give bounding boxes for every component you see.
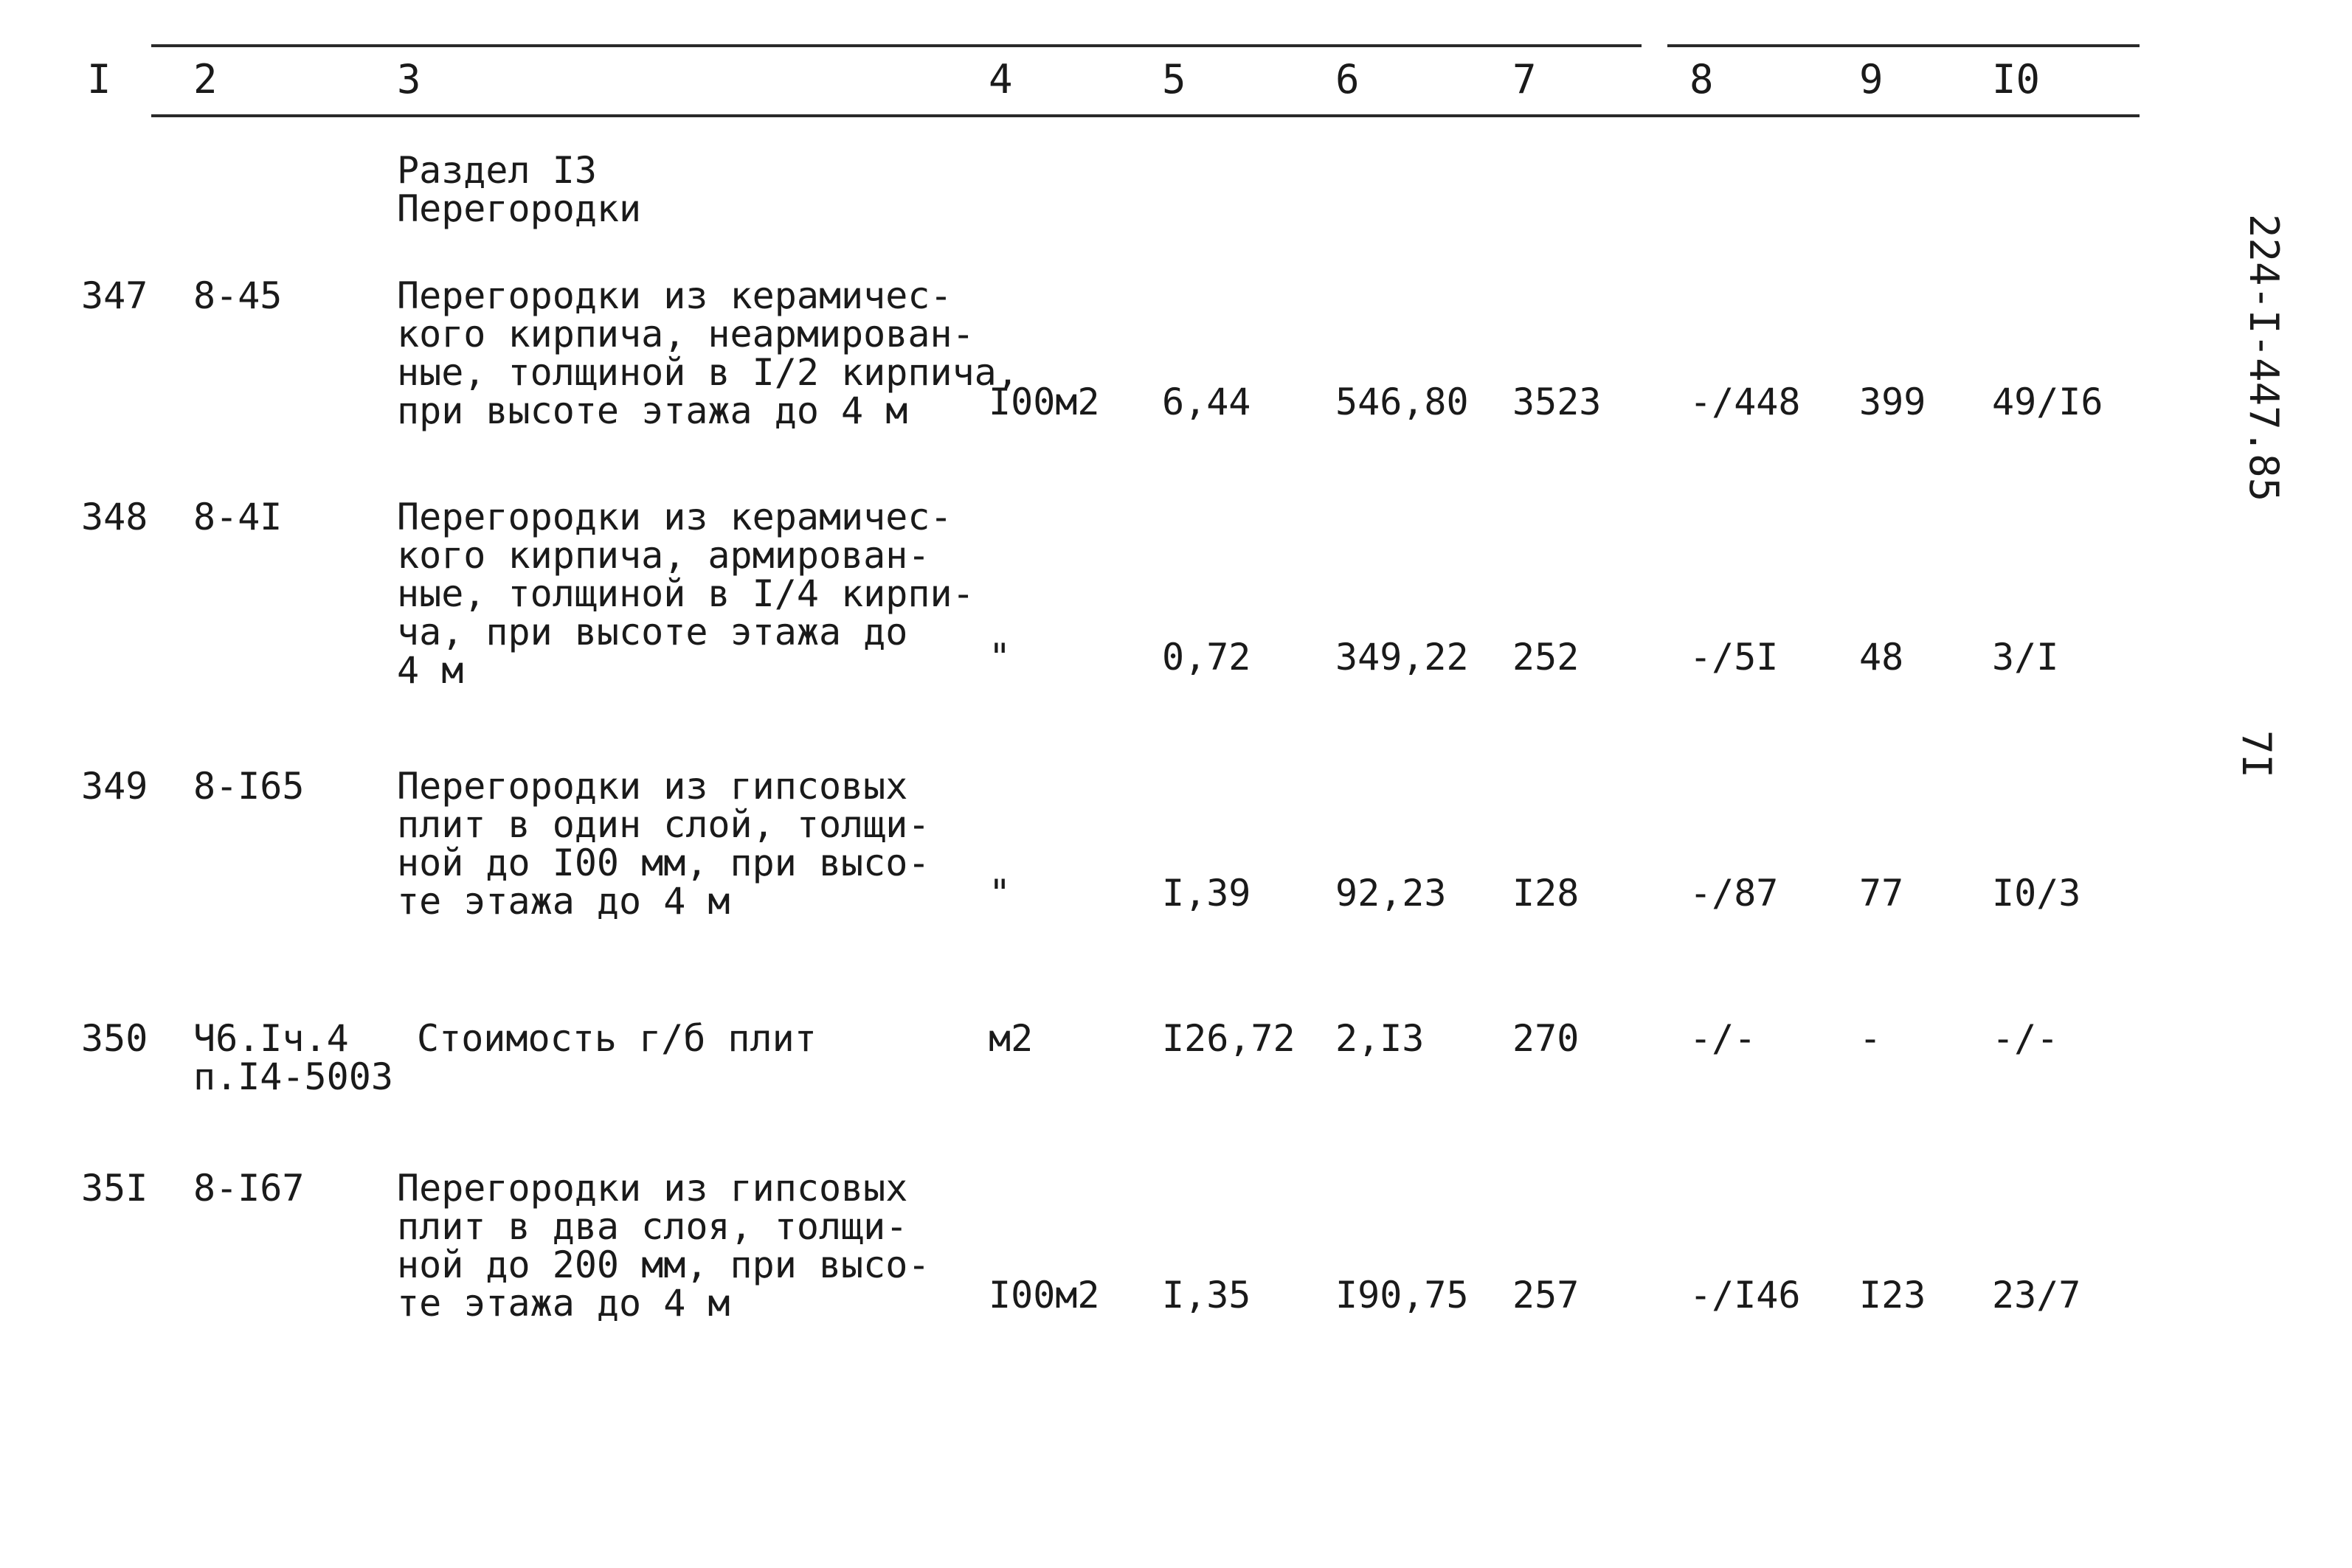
header-top-rule-right <box>1667 44 2140 47</box>
row-col-9: 48 <box>1859 636 1904 679</box>
header-top-rule <box>151 44 1642 47</box>
row-code: Ч6.Iч.4 п.I4-5003 <box>193 1017 393 1098</box>
column-header-8: 8 <box>1689 56 1714 103</box>
row-col-8: -/I46 <box>1689 1274 1801 1317</box>
column-header-3: 3 <box>397 56 421 103</box>
row-col-8: -/448 <box>1689 381 1801 423</box>
row-code: 8-4I <box>193 496 283 538</box>
column-header-9: 9 <box>1859 56 1884 103</box>
row-col-10: 3/I <box>1992 636 2059 679</box>
row-code: 8-I65 <box>193 765 305 808</box>
row-col-9: 77 <box>1859 872 1904 915</box>
row-unit: " <box>989 636 1011 679</box>
row-unit: I00м2 <box>989 381 1100 423</box>
row-total: I28 <box>1512 872 1580 915</box>
row-description: Перегородки из керамичес- кого кирпича, неармирован- ные, толщиной в I/2 кирпича, при высоте этажа до 4 м <box>397 274 1019 432</box>
row-col-10: 49/I6 <box>1992 381 2103 423</box>
row-total: 252 <box>1512 636 1580 679</box>
row-number: 35I <box>81 1167 148 1210</box>
row-price: 92,23 <box>1335 872 1447 915</box>
row-total: 270 <box>1512 1017 1580 1060</box>
row-price: 2,I3 <box>1335 1017 1425 1060</box>
row-col-10: 23/7 <box>1992 1274 2081 1317</box>
row-col-8: -/5I <box>1689 636 1779 679</box>
row-col-8: -/- <box>1689 1017 1757 1060</box>
column-header-10: I0 <box>1992 56 2041 103</box>
row-quantity: 6,44 <box>1162 381 1251 423</box>
row-col-9: - <box>1859 1017 1882 1060</box>
row-description: Перегородки из гипсовых плит в один слой, толщи- ной до I00 мм, при высо- те этажа до 4 м <box>397 765 930 923</box>
row-col-9: 399 <box>1859 381 1926 423</box>
row-unit: м2 <box>989 1017 1034 1060</box>
row-unit: " <box>989 872 1011 915</box>
row-quantity: I26,72 <box>1162 1017 1296 1060</box>
column-header-2: 2 <box>193 56 218 103</box>
row-col-8: -/87 <box>1689 872 1779 915</box>
column-header-4: 4 <box>989 56 1013 103</box>
column-header-7: 7 <box>1512 56 1537 103</box>
row-number: 348 <box>81 496 148 538</box>
row-price: 349,22 <box>1335 636 1469 679</box>
column-header-1: I <box>87 56 111 103</box>
row-col-10: -/- <box>1992 1017 2059 1060</box>
row-price: 546,80 <box>1335 381 1469 423</box>
row-quantity: 0,72 <box>1162 636 1251 679</box>
row-description: Перегородки из гипсовых плит в два слоя, толщи- ной до 200 мм, при высо- те этажа до 4 м <box>397 1167 930 1325</box>
document-code: 224-I-447.85 <box>2241 214 2287 502</box>
column-header-5: 5 <box>1162 56 1186 103</box>
column-header-6: 6 <box>1335 56 1360 103</box>
row-description: Стоимость г/б плит <box>417 1017 817 1060</box>
row-code: 8-45 <box>193 274 283 317</box>
row-col-9: I23 <box>1859 1274 1926 1317</box>
row-unit: I00м2 <box>989 1274 1100 1317</box>
row-total: 3523 <box>1512 381 1602 423</box>
page-mark: 7I <box>2233 730 2280 779</box>
row-description: Перегородки из керамичес- кого кирпича, армирован- ные, толщиной в I/4 кирпи- ча, при высоте этажа до 4 м <box>397 496 975 692</box>
header-bottom-rule <box>151 114 2140 117</box>
row-col-10: I0/3 <box>1992 872 2081 915</box>
row-number: 349 <box>81 765 148 808</box>
row-quantity: I,39 <box>1162 872 1251 915</box>
section-title: Раздел I3 Перегородки <box>397 149 642 230</box>
row-price: I90,75 <box>1335 1274 1469 1317</box>
row-quantity: I,35 <box>1162 1274 1251 1317</box>
row-code: 8-I67 <box>193 1167 305 1210</box>
row-total: 257 <box>1512 1274 1580 1317</box>
row-number: 347 <box>81 274 148 317</box>
row-number: 350 <box>81 1017 148 1060</box>
